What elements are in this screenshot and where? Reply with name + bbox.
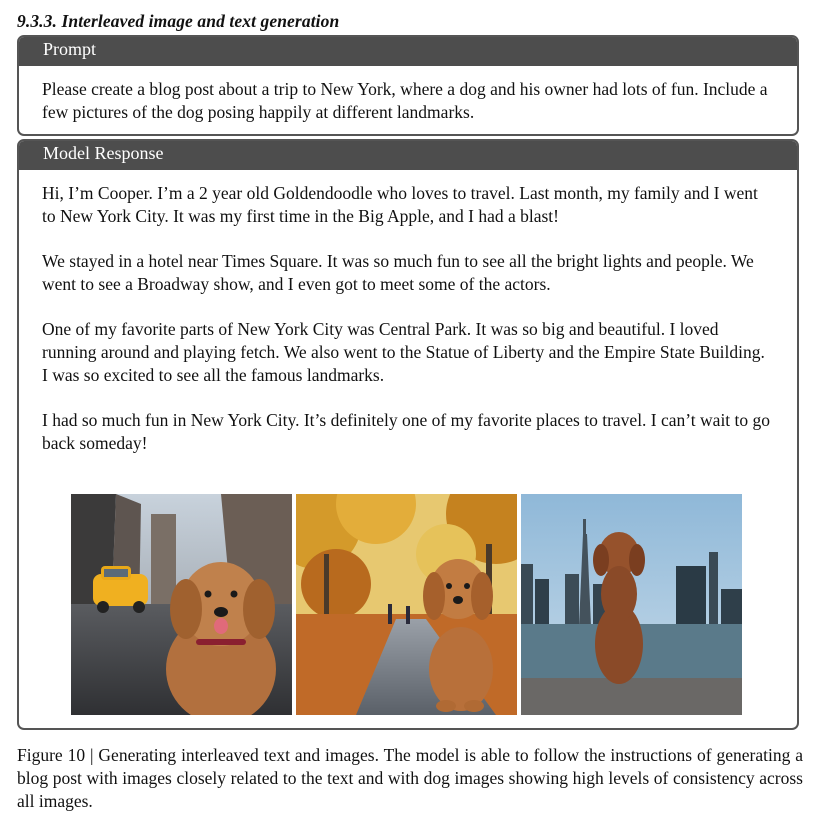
- prompt-body: [19, 66, 797, 124]
- generated-images-row: [71, 494, 742, 715]
- prompt-box: [17, 35, 799, 136]
- response-paragraph: We stayed in a hotel near Times Square. It was so much fun to see all the bright lights and people. We went to see a Broadway show, and I even got to meet some of the actors.: [42, 251, 754, 294]
- dog-skyline-waterfront-image: [521, 494, 742, 715]
- section-title: 9.3.3. Interleaved image and text generation: [17, 11, 340, 31]
- dog-park-autumn-image: [296, 494, 517, 715]
- prompt-text: Please create a blog post about a trip to New York, where a dog and his owner had lots of fun. Include a few pictures of the dog posing happily at different landmarks.: [42, 79, 768, 122]
- model-response-body: [19, 170, 797, 455]
- response-paragraph: Hi, I’m Cooper. I’m a 2 year old Goldendoodle who loves to travel. Last month, my family and I went to New York City. It was my first time in the Big Apple, and I had a blast!: [42, 183, 758, 226]
- model-response-box: [17, 139, 799, 730]
- response-paragraph: I had so much fun in New York City. It’s definitely one of my favorite places to travel. I can’t wait to go back someday!: [42, 410, 771, 453]
- response-paragraph: One of my favorite parts of New York City was Central Park. It was so big and beautiful. I loved running around and playing fetch. We also went to the Statue of Liberty and the Empire State Building. I was so excited to see all the famous landmarks.: [42, 319, 765, 385]
- model-response-header: Model Response: [19, 141, 797, 170]
- dog-city-street-image: [71, 494, 292, 715]
- prompt-header: Prompt: [19, 37, 797, 66]
- figure-caption: Figure 10 | Generating interleaved text and images. The model is able to follow the instructions of generating a blog post with images closely related to the text and with dog images showing high levels of consistency across all images.: [17, 745, 803, 811]
